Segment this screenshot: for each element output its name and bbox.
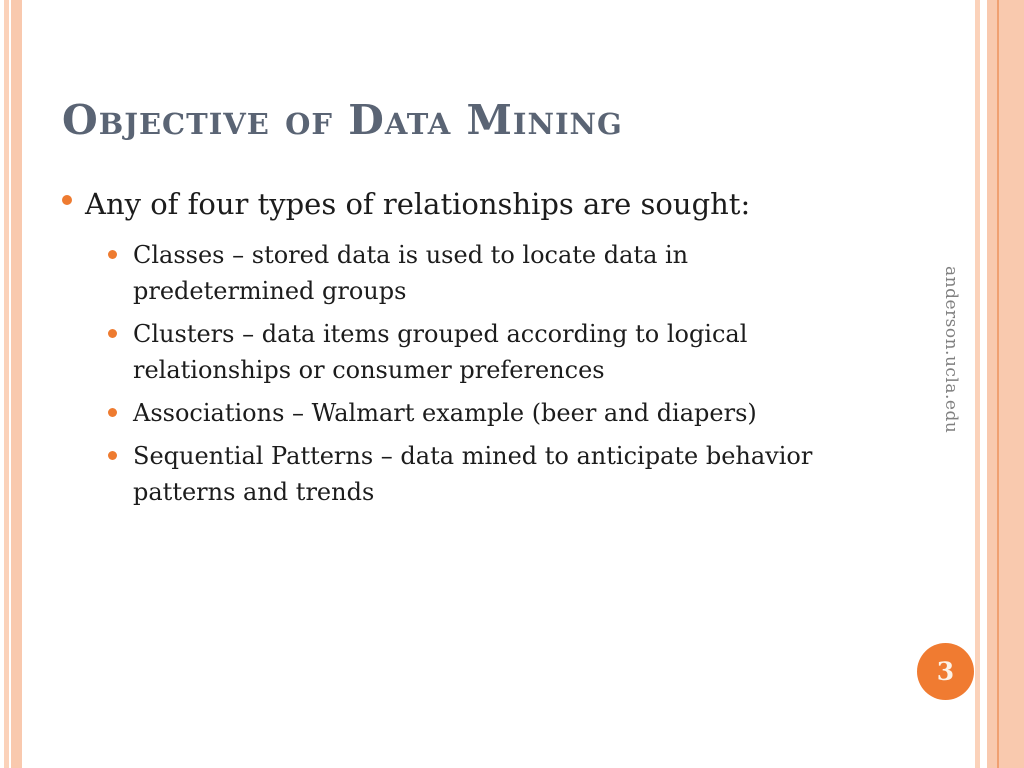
dot-bullet-icon (108, 250, 117, 259)
main-bullet-item (62, 186, 862, 223)
sub-bullet-text-sequential: Sequential Patterns – data mined to anticipate behavior patterns and trends (133, 442, 813, 506)
slide-title: Objective of Data Mining (62, 96, 623, 144)
main-bullet-text: Any of four types of relationships are sought: (85, 187, 751, 221)
sub-bullet-text-clusters: Clusters – data items grouped according to logical relationships or consumer preferences (133, 320, 748, 384)
dot-bullet-icon (108, 329, 117, 338)
sub-bullet-text-associations: Associations – Walmart example (beer and diapers) (133, 399, 757, 427)
list-item (108, 438, 814, 510)
sub-bullet-list (108, 237, 862, 510)
sub-bullet-text-classes: Classes – stored data is used to locate data in predetermined groups (133, 241, 689, 305)
sidebar-watermark-text: anderson.ucla.edu (941, 266, 961, 434)
page-number: 3 (936, 657, 955, 686)
right-edge-stripe-thin (975, 0, 980, 768)
dot-bullet-icon (108, 408, 117, 417)
dot-bullet-icon (108, 451, 117, 460)
slide-body (62, 186, 862, 517)
left-edge-stripe-wide (11, 0, 22, 768)
list-item (108, 395, 814, 431)
left-edge-stripe-thin (4, 0, 9, 768)
page-number-badge (917, 643, 974, 700)
ring-bullet-icon (62, 195, 72, 205)
right-edge-stripe-mid (987, 0, 997, 768)
list-item (108, 237, 814, 309)
list-item (108, 316, 814, 388)
right-edge-stripe-band (999, 0, 1024, 768)
